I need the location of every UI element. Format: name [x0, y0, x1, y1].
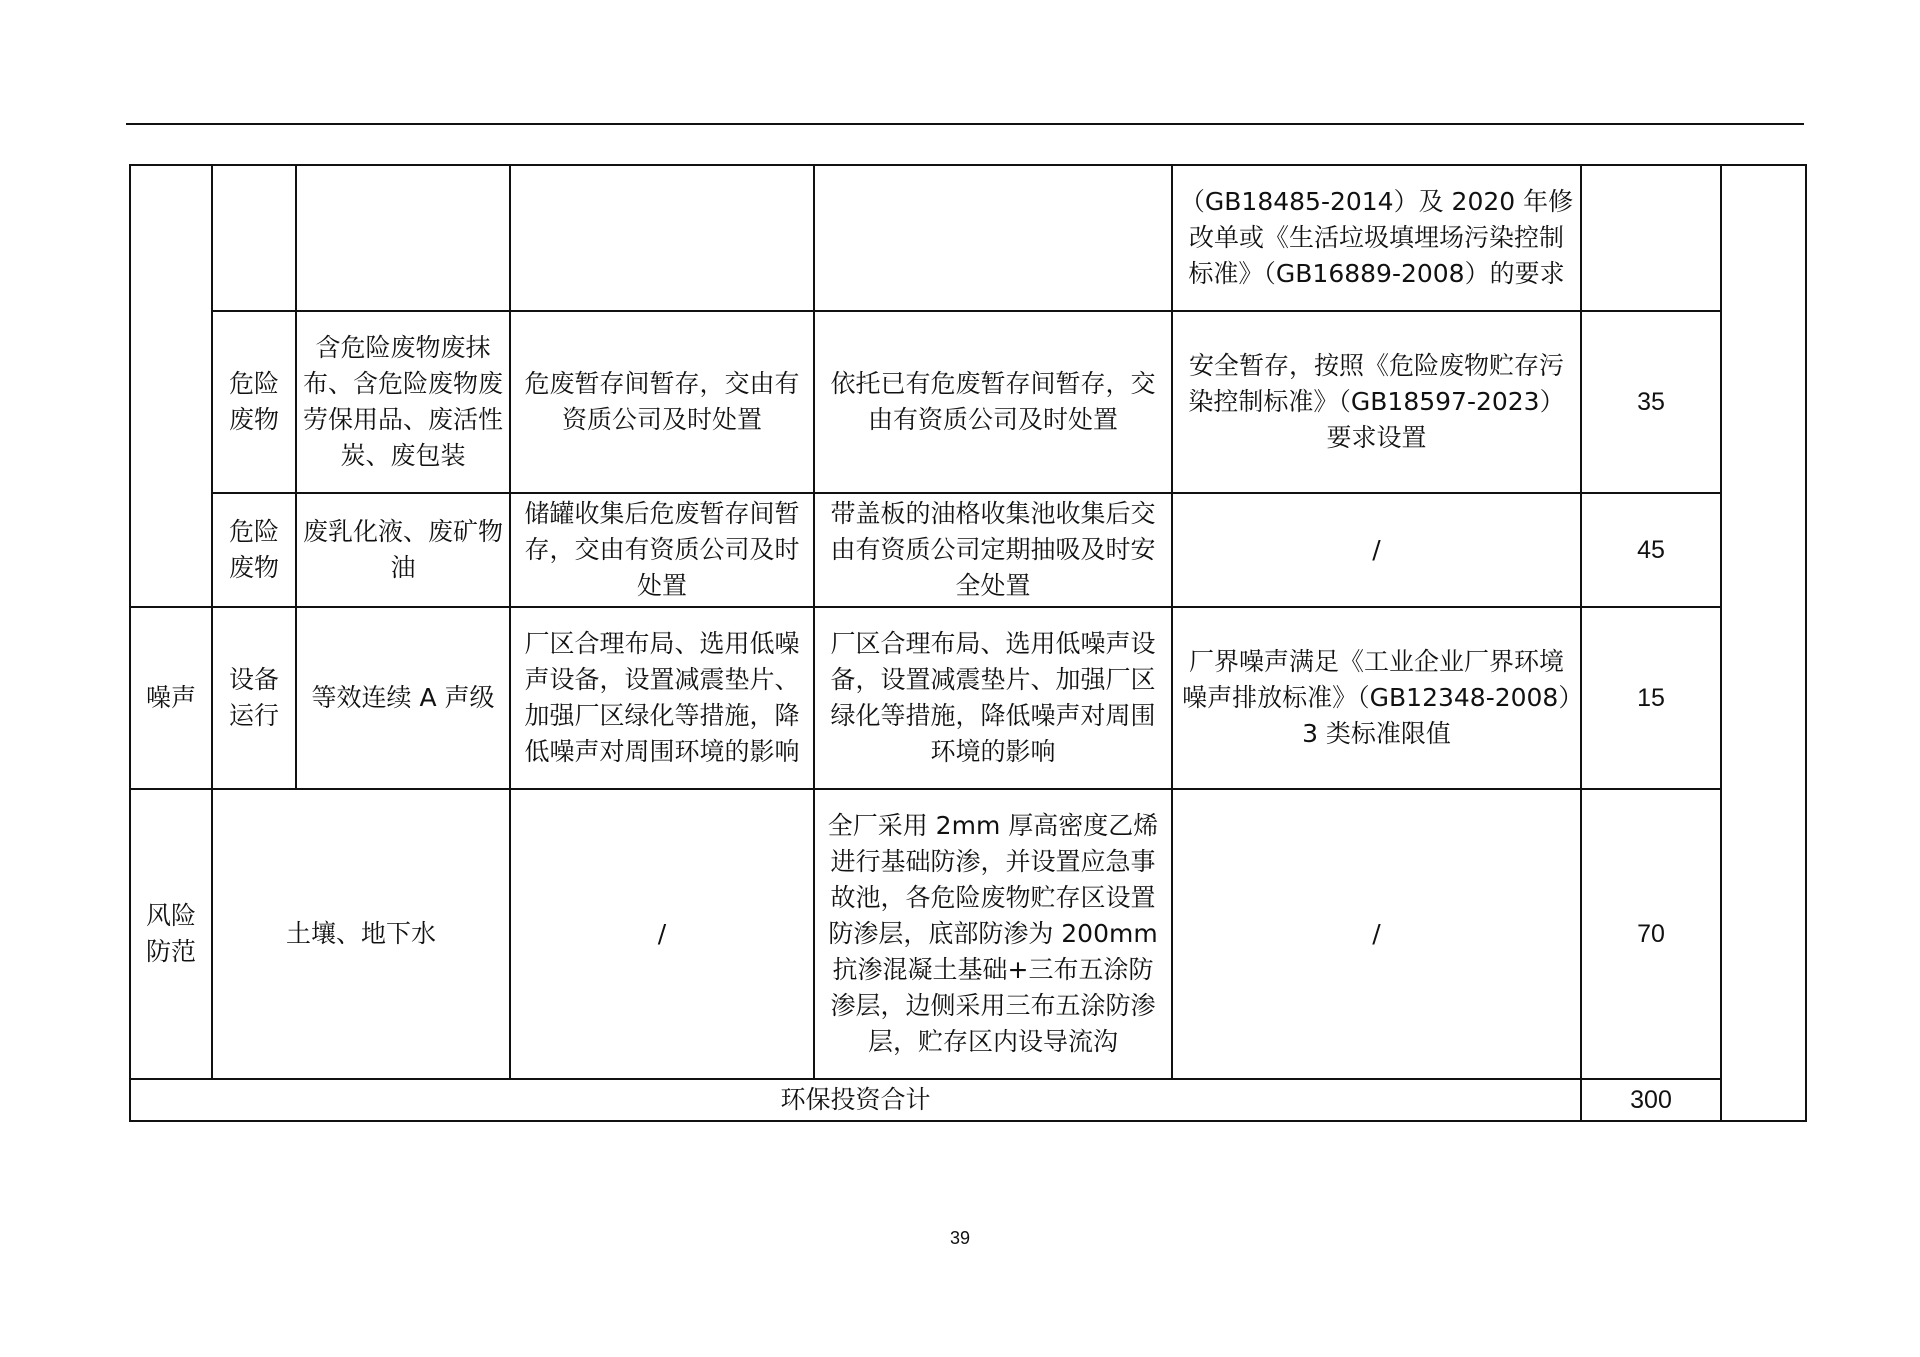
table-row	[130, 789, 1806, 1079]
investment-cell	[1581, 165, 1721, 311]
standard-cell: /	[1172, 493, 1581, 607]
measure-cell: 危废暂存间暂存，交由有资质公司及时处置	[510, 311, 814, 493]
subcategory-cell: 危险废物	[212, 493, 296, 607]
measure-cell	[510, 165, 814, 311]
remarks-cell	[1721, 165, 1806, 1121]
implementation-cell: 依托已有危废暂存间暂存，交由有资质公司及时处置	[814, 311, 1172, 493]
measure-cell: 厂区合理布局、选用低噪声设备，设置减震垫片、加强厂区绿化等措施，降低噪声对周围环境的影响	[510, 607, 814, 789]
pollutant-cell: 土壤、地下水	[212, 789, 510, 1079]
standard-cell: 安全暂存，按照《危险废物贮存污染控制标准》（GB18597-2023）要求设置	[1172, 311, 1581, 493]
standard-cell: /	[1172, 789, 1581, 1079]
category-cell: 风险防范	[130, 789, 212, 1079]
standard-cell: （GB18485-2014）及 2020 年修改单或《生活垃圾填埋场污染控制标准》（GB16889-2008）的要求	[1172, 165, 1581, 311]
standard-cell: 厂界噪声满足《工业企业厂界环境噪声排放标准》（GB12348-2008）3 类标准限值	[1172, 607, 1581, 789]
total-value: 300	[1581, 1079, 1721, 1121]
subcategory-cell	[212, 165, 296, 311]
implementation-cell	[814, 165, 1172, 311]
investment-cell: 15	[1581, 607, 1721, 789]
implementation-cell: 全厂采用 2mm 厚高密度乙烯进行基础防渗，并设置应急事故池，各危险废物贮存区设置防渗层，底部防渗为 200mm 抗渗混凝土基础+三布五涂防渗层，边侧采用三布五涂防渗层，贮存区内设导流沟	[814, 789, 1172, 1079]
category-cell: 噪声	[130, 607, 212, 789]
total-row	[130, 1079, 1806, 1121]
investment-cell: 35	[1581, 311, 1721, 493]
pollutant-cell: 含危险废物废抹布、含危险废物废劳保用品、废活性炭、废包装	[296, 311, 510, 493]
total-label: 环保投资合计	[130, 1079, 1581, 1121]
table-row	[130, 493, 1806, 607]
subcategory-cell: 危险废物	[212, 311, 296, 493]
measure-cell: /	[510, 789, 814, 1079]
table-row	[130, 311, 1806, 493]
pollutant-cell	[296, 165, 510, 311]
pollutant-cell: 废乳化液、废矿物油	[296, 493, 510, 607]
page-number: 39	[949, 1228, 971, 1248]
category-cell-continued	[130, 165, 212, 607]
implementation-cell: 带盖板的油格收集池收集后交由有资质公司定期抽吸及时安全处置	[814, 493, 1172, 607]
implementation-cell: 厂区合理布局、选用低噪声设备，设置减震垫片、加强厂区绿化等措施，降低噪声对周围环境的影响	[814, 607, 1172, 789]
environmental-investment-table	[129, 164, 1807, 1122]
table-row	[130, 607, 1806, 789]
measure-cell: 储罐收集后危废暂存间暂存，交由有资质公司及时处置	[510, 493, 814, 607]
header-rule	[126, 123, 1804, 125]
investment-cell: 45	[1581, 493, 1721, 607]
table-row	[130, 165, 1806, 311]
investment-cell: 70	[1581, 789, 1721, 1079]
subcategory-cell: 设备运行	[212, 607, 296, 789]
pollutant-cell: 等效连续 A 声级	[296, 607, 510, 789]
